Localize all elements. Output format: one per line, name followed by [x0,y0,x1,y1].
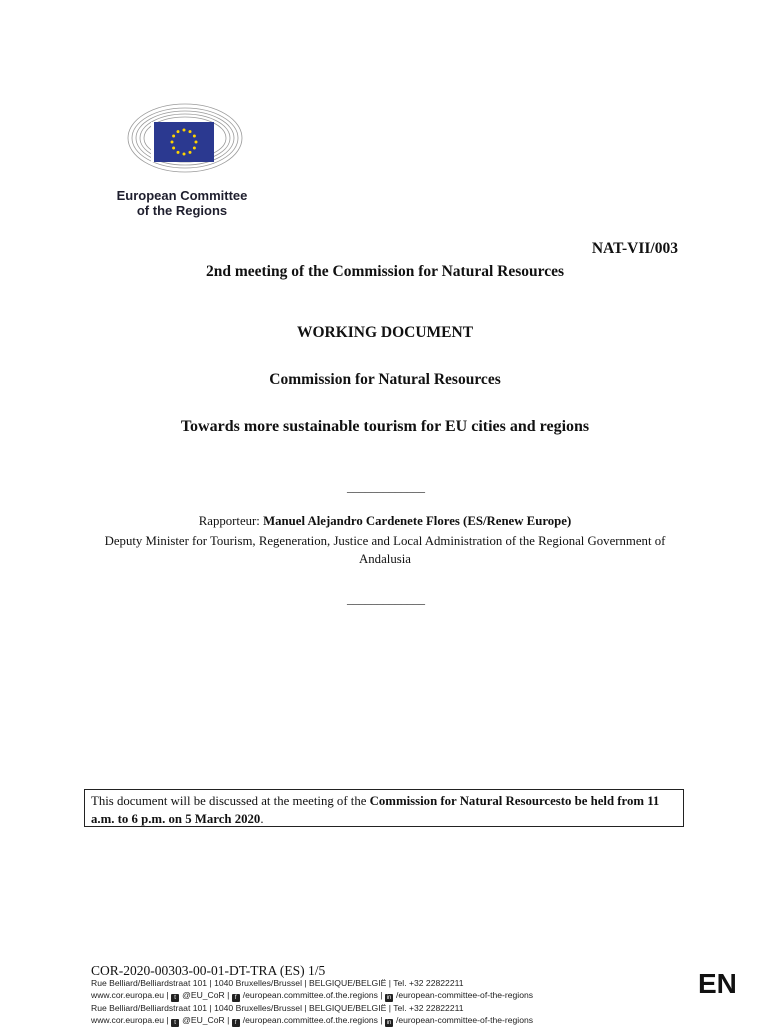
facebook-icon: f [232,994,240,1002]
cor-reference: COR-2020-00303-00-01-DT-TRA (ES) 1/5 [91,963,326,978]
website-link[interactable]: www.cor.europa.eu | [91,990,169,1000]
rapporteur-name: Manuel Alejandro Cardenete Flores (ES/Renew Europe) [263,514,572,528]
eu-flag-icon [154,122,214,162]
cor-logo [126,102,244,174]
notice-bold: Commission for Natural Resourcesto be held from 11 a.m. to 6 p.m. on 5 March 2020 [91,794,660,826]
document-title: Towards more sustainable tourism for EU cities and regions [180,418,590,435]
rapporteur-line [60,514,710,529]
notice-end: . [260,812,264,826]
social-line-1 [91,990,533,1002]
document-type: WORKING DOCUMENT [296,324,474,341]
twitter-handle-2[interactable]: @EU_CoR | [182,1015,230,1025]
eu-star [189,151,192,154]
language-code: EN [698,968,737,999]
linkedin-handle[interactable]: /european-committee-of-the-regions [395,990,534,1000]
eu-star [177,130,180,133]
eu-star [183,153,186,156]
eu-star [171,141,174,144]
document-reference: NAT-VII/003 [591,240,678,257]
eu-star [195,141,198,144]
facebook-icon: f [232,1019,240,1027]
eu-star [193,135,196,138]
org-name-line2: of the Regions [136,203,228,218]
twitter-icon: t [171,1019,179,1027]
meeting-notice-box [84,789,684,827]
separator-top: _____________ [347,480,425,494]
org-name-line1: European Committee [116,188,248,203]
eu-star [177,151,180,154]
rapporteur-label: Rapporteur: [198,514,264,528]
separator-bottom: _____________ [347,592,425,606]
website-link-2[interactable]: www.cor.europa.eu | [91,1015,169,1025]
eu-star [189,130,192,133]
eu-star [183,129,186,132]
eu-star [172,147,175,150]
linkedin-handle-2[interactable]: /european-committee-of-the-regions [395,1015,534,1025]
twitter-handle[interactable]: @EU_CoR | [182,990,230,1000]
social-line-2 [91,1015,533,1027]
commission-name: Commission for Natural Resources [269,371,501,388]
address-line-2: Rue Belliard/Belliardstraat 101 | 1040 Bruxelles/Brussel | BELGIQUE/BELGIË | Tel. +32 22822211 [91,1003,464,1013]
rapporteur-role: Deputy Minister for Tourism, Regeneration, Justice and Local Administration of the Regional Government of Andalusia [104,534,666,566]
eu-star [193,147,196,150]
facebook-handle[interactable]: /european.committee.of.the.regions | [242,990,383,1000]
linkedin-icon: in [386,1020,392,1026]
twitter-icon: t [171,994,179,1002]
facebook-handle-2[interactable]: /european.committee.of.the.regions | [242,1015,383,1025]
notice-text: This document will be discussed at the meeting of the [91,794,370,808]
address-line-1: Rue Belliard/Belliardstraat 101 | 1040 Bruxelles/Brussel | BELGIQUE/BELGIË | Tel. +32 22822211 [91,978,464,988]
linkedin-icon: in [386,995,392,1001]
eu-star [172,135,175,138]
meeting-title: 2nd meeting of the Commission for Natural Resources [205,263,565,280]
